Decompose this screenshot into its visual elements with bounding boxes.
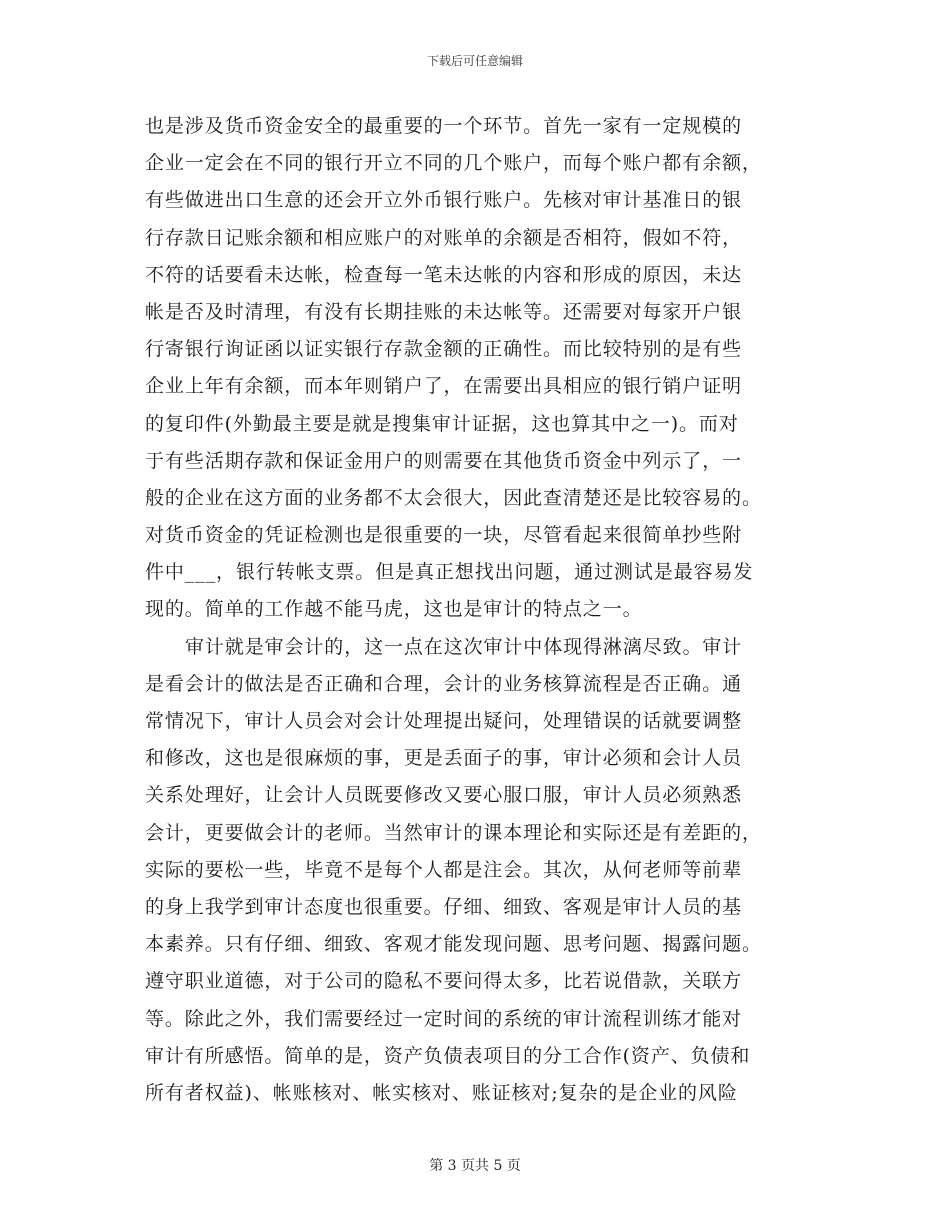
text-line: 不符的话要看未达帐，检查每一笔未达帐的内容和形成的原因，未达 [145,263,743,286]
text-line: 本素养。只有仔细、细致、客观才能发现问题、思考问题、揭露问题。 [145,933,762,956]
text-line: 行寄银行询证函以证实银行存款金额的正确性。而比较特别的是有些 [145,338,743,361]
text-line: 审计有所感悟。简单的是，资产负债表项目的分工合作(资产、负债和 [145,1044,751,1067]
text-line: 的复印件(外勤最主要是就是搜集审计证据，这也算其中之一)。而对 [145,412,739,435]
document-body [145,108,805,1112]
text-line: 件中___，银行转帐支票。但是真正想找出问题，通过测试是最容易发 [145,561,754,584]
text-line: 有些做进出口生意的还会开立外币银行账户。先核对审计基准日的银 [145,189,743,212]
text-line: 帐是否及时清理，有没有长期挂账的未达帐等。还需要对每家开户银 [145,300,743,323]
text-line: 关系处理好，让会计人员既要修改又要心服口服，审计人员必须熟悉 [145,784,743,807]
text-line: 等。除此之外，我们需要经过一定时间的系统的审计流程训练才能对 [145,1007,743,1030]
text-line: 现的。简单的工作越不能马虎，这也是审计的特点之一。 [145,598,643,621]
text-line: 遵守职业道德，对于公司的隐私不要问得太多，比若说借款，关联方 [145,970,743,993]
paragraph-start-line: 审计就是审会计的，这一点在这次审计中体现得淋漓尽致。审计 [185,635,743,658]
page-header: 下载后可任意编辑 [426,54,523,68]
text-line: 实际的要松一些，毕竟不是每个人都是注会。其次，从何老师等前辈 [145,858,743,881]
text-line: 般的企业在这方面的业务都不太会很大，因此查清楚还是比较容易的。 [145,486,762,509]
text-line: 企业上年有余额，而本年则销户了，在需要出具相应的银行销户证明 [145,375,743,398]
text-line: 常情况下，审计人员会对会计处理提出疑问，处理错误的话就要调整 [145,710,743,732]
text-line: 的身上我学到审计态度也很重要。仔细、细致、客观是审计人员的基 [145,895,743,918]
text-line: 行存款日记账余额和相应账户的对账单的余额是否相符，假如不符， [145,226,743,249]
text-line: 和修改，这也是很麻烦的事，更是丢面子的事，审计必须和会计人员 [145,747,743,770]
text-line: 企业一定会在不同的银行开立不同的几个账户，而每个账户都有余额， [145,152,762,175]
text-line: 也是涉及货币资金安全的最重要的一个环节。首先一家有一定规模的 [145,115,743,137]
text-line: 对货币资金的凭证检测也是很重要的一块，尽管看起来很简单抄些附 [145,524,743,547]
text-line: 是看会计的做法是否正确和合理，会计的业务核算流程是否正确。通 [145,672,743,695]
text-line: 会计，更要做会计的老师。当然审计的课本理论和实际还是有差距的， [145,821,762,844]
text-line: 所有者权益)、帐账核对、帐实核对、账证核对;复杂的是企业的风险 [145,1081,738,1104]
text-line: 于有些活期存款和保证金用户的则需要在其他货币资金中列示了，一 [145,449,743,472]
page-footer: 第 3 页共 5 页 [429,1158,521,1174]
